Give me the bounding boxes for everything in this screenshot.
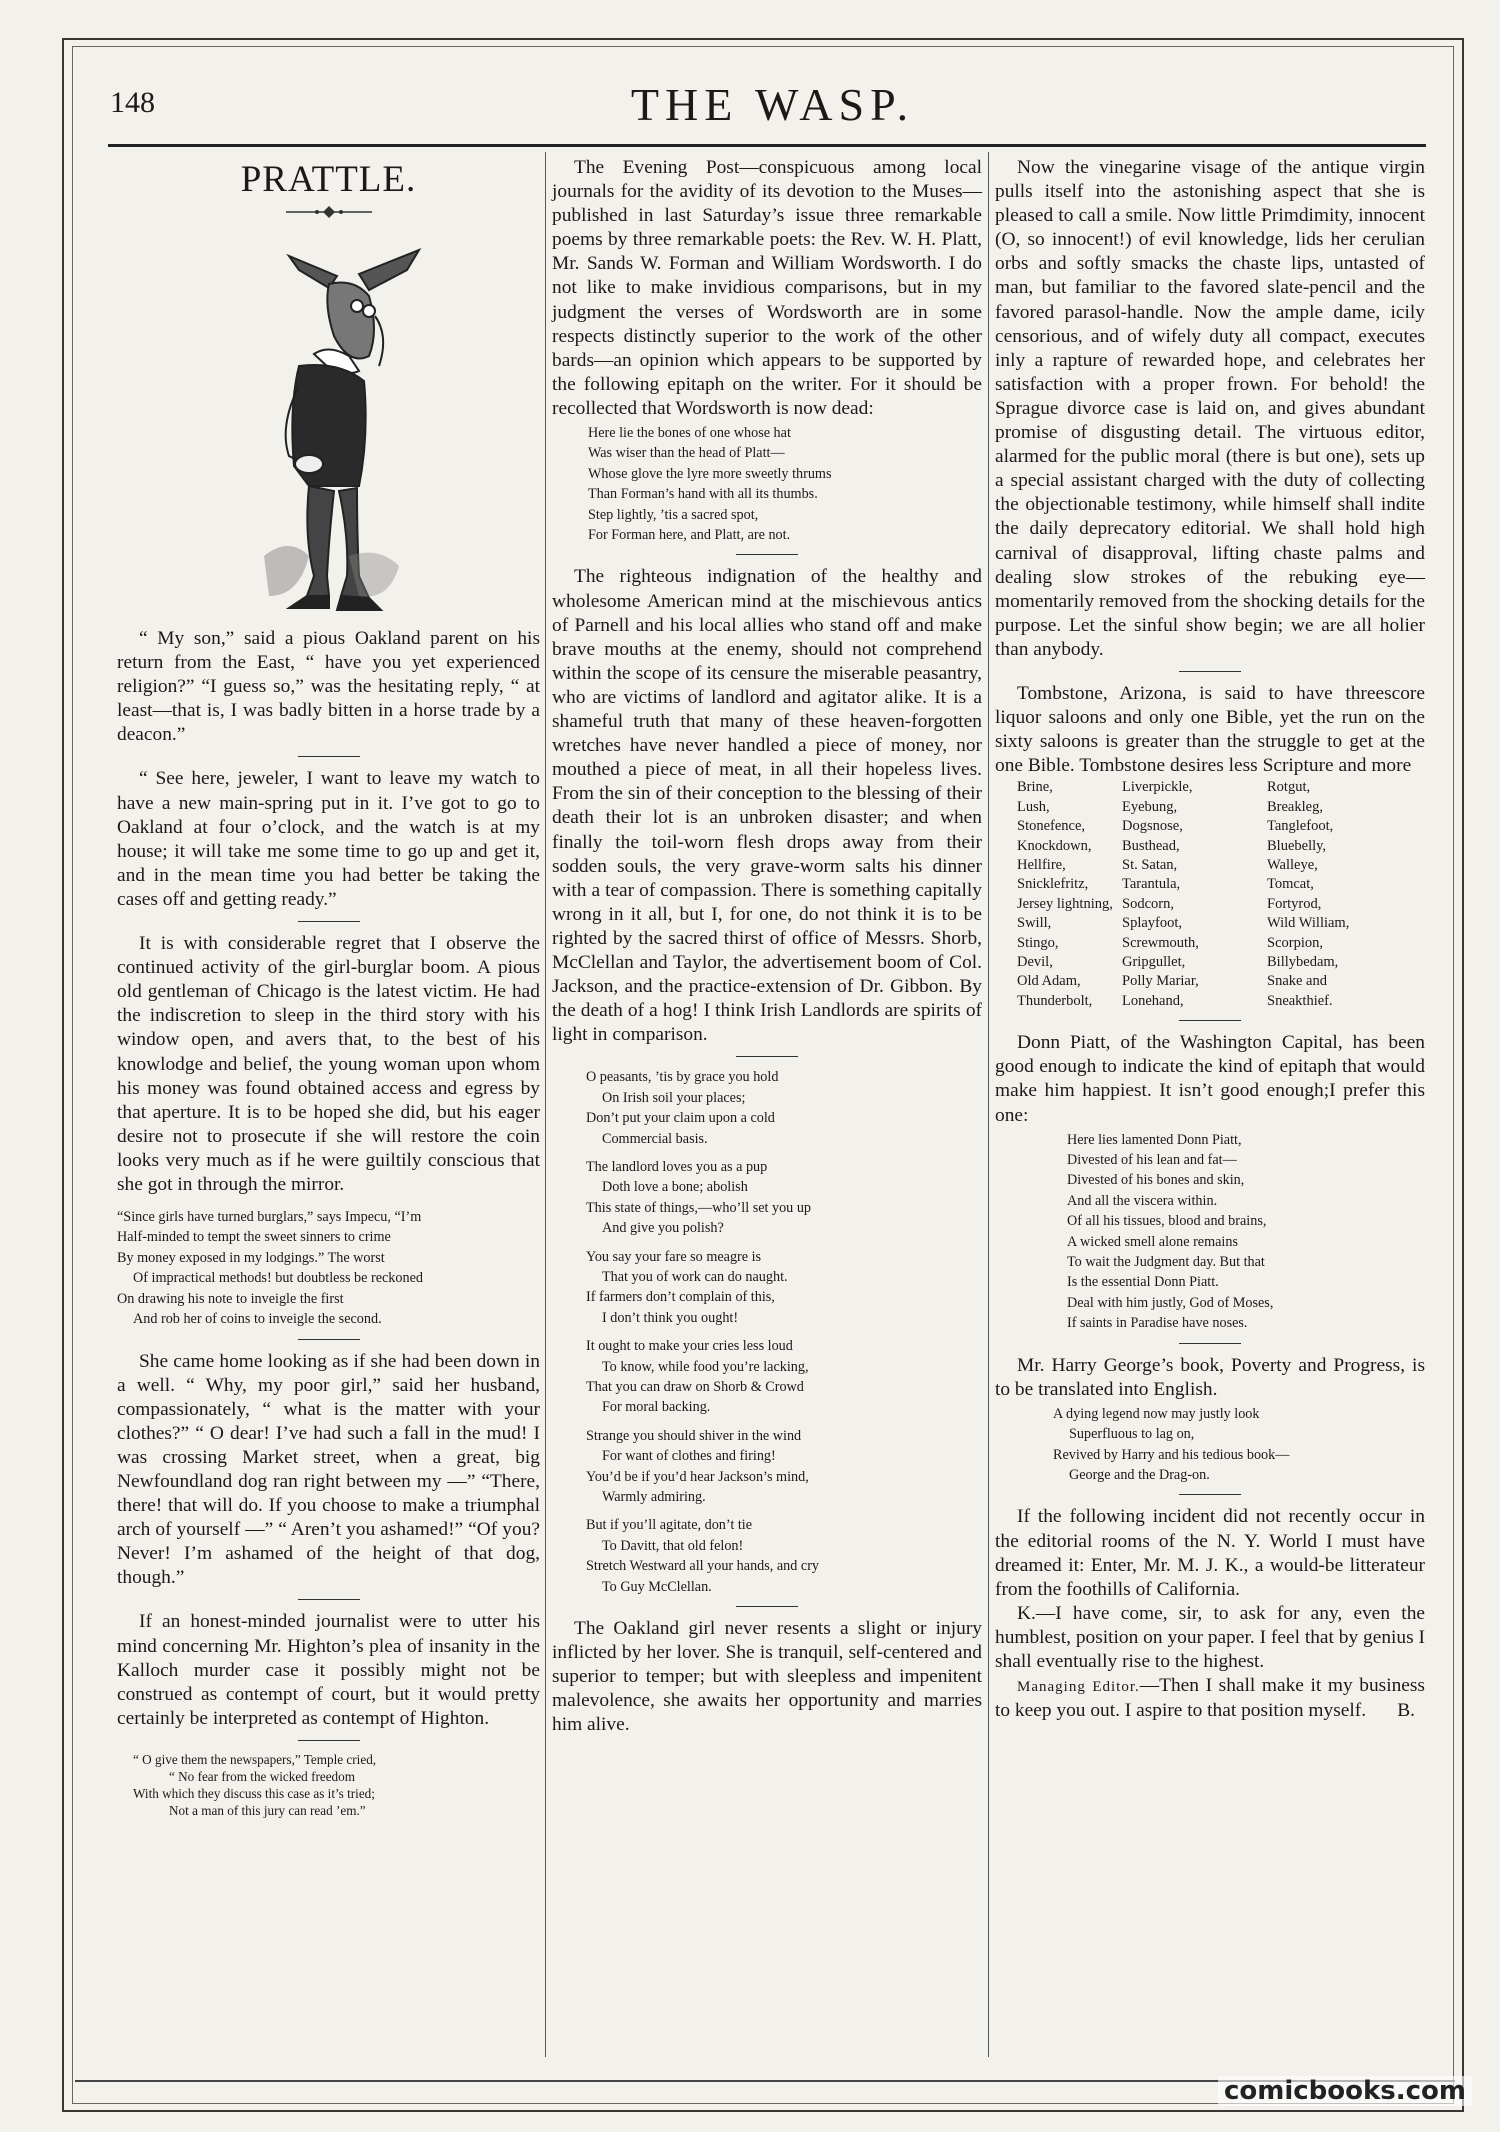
separator-rule: [298, 1339, 360, 1340]
column-1: [117, 156, 540, 1823]
verse-line: The landlord loves you as a pup: [586, 1158, 768, 1175]
paragraph: If the following incident did not recently occur in the editorial rooms of the N. Y. World I must have dreamed it: Enter, Mr. M. J. K., a would-be litterateur from the foothills of California.: [995, 1506, 1425, 1600]
stanza: [586, 1247, 982, 1329]
separator-rule: [1179, 1020, 1241, 1021]
separator-rule: [298, 921, 360, 922]
liquor-name: Old Adam,: [1017, 973, 1081, 990]
liquor-name: Devil,: [1017, 954, 1053, 970]
stanza: [586, 1067, 982, 1149]
masthead: [110, 78, 1435, 134]
verse: [586, 1067, 982, 1597]
paragraph: The Oakland girl never resents a slight or injury inflicted by her lover. She is tranquil, self-centered and superior to temper; but with sleepless and impenitent malevolence, she awaits her opportunity and marries him alive.: [552, 1618, 982, 1736]
verse-line: For moral backing.: [602, 1399, 711, 1416]
verse-line: Superfluous to lag on,: [1069, 1426, 1195, 1443]
verse-line: Doth love a bone; abolish: [602, 1179, 748, 1196]
liquor-name: Thunderbolt,: [1017, 992, 1093, 1009]
watermark: comicbooks.com: [1218, 2076, 1472, 2106]
paragraph: The Evening Post—conspicuous among local journals for the avidity of its devotion to the Muses—published in last Saturday’s issue three remarkable poems by three remarkable poets: the Rev. W. H. Platt, Mr. Sands W. Forman and William Wordsworth. I do not like to make invidious comparisons, but in my judgment the verses of Wordsworth are in some respects distinctly superior to the work of the other bards—an opinion which appears to be supported by the following epitaph on the writer. For it should be recollected that Wordsworth is now dead:: [552, 157, 982, 419]
liquor-name: Sneakthief.: [1267, 992, 1333, 1009]
paragraph: Now the vinegarine visage of the antique virgin pulls itself into the astonishing aspect that she is pleased to call a smile. Now little Primdimity, innocent (O, so innocent!) of evil knowledge, lids her cerulian orbs and softly smacks the chaste lips, untasted of man, but familiar to the favored slate-pencil and the favored parasol-handle. Now the ample dame, icily censorious, and of wifely duty all compact, executes inly a rapture of rewarded hope, and celebrates her satisfaction with a proper frown. For behold! the Sprague divorce case is laid on, and gives abundant promise of disgusting detail. The virtuous editor, alarmed for the public moral (there is but one), sets up a special assistant charged with the duty of collecting the objectionable testimony, while himself shall indite the daily deprecatory editorial. We shall hold high carnival of disapproval, lifting chaste palms and dealing slow strokes of the rebuking eye—momentarily removed from the shocking details for the purpose. Let the sinful show begin; we are all holier than anybody.: [995, 157, 1425, 660]
verse-line: And give you polish?: [602, 1220, 724, 1237]
column-3: [995, 156, 1425, 1723]
verse-line: Whose glove the lyre more sweetly thrums: [588, 465, 832, 482]
speaker-label: Managing Editor.: [1017, 1679, 1140, 1696]
separator-rule: [298, 756, 360, 757]
verse-line: On Irish soil your places;: [602, 1089, 746, 1106]
liquor-names-list: [1017, 778, 1425, 1011]
paragraph: She came home looking as if she had been down in a well. “ Why, my poor girl,” said her husband, compassionately, “ what is the matter with your clothes?” “ O dear! I’ve had such a fall in the mud! I was crossing Market street, when a great, big Newfoundland dog ran right between my —” “There, there! that will do. If you choose to make a triumphal arch of yourself —” “ Aren’t you ashamed!” “Of you? Never! I’m ashamed of the height of that dog, though.”: [117, 1350, 540, 1589]
liquor-name: Hellfire,: [1017, 856, 1066, 873]
verse: [1053, 1404, 1425, 1486]
verse: [117, 1207, 540, 1329]
verse-line: Divested of his lean and fat—: [1067, 1152, 1237, 1168]
verse-line: To Guy McClellan.: [602, 1578, 712, 1595]
liquor-name: Rotgut,: [1267, 779, 1311, 796]
verse-line: But if you’ll agitate, don’t tie: [586, 1517, 753, 1534]
stanza: [586, 1157, 982, 1239]
paragraph-text: —Then I shall make it my business to keep you out. I aspire to that position myself.: [995, 1675, 1425, 1722]
liquor-name: Snake and: [1267, 973, 1327, 990]
column-rule-right: [988, 152, 989, 2057]
header-rule: [108, 144, 1426, 147]
stanza: [586, 1515, 982, 1597]
verse-line: You say your fare so meagre is: [586, 1248, 762, 1265]
verse-line: By money exposed in my lodgings.” The worst: [117, 1249, 385, 1266]
verse-line: Of all his tissues, blood and brains,: [1067, 1213, 1267, 1230]
verse-line: Deal with him justly, God of Moses,: [1067, 1294, 1274, 1311]
verse-line: And all the viscera within.: [1067, 1192, 1218, 1209]
paragraph: K.—I have come, sir, to ask for any, even the humblest, position on your paper. I feel that by genius I shall eventually rise to the highest.: [995, 1602, 1425, 1673]
verse-line: Was wiser than the head of Platt—: [588, 445, 785, 462]
verse-line: “Since girls have turned burglars,” says Impecu, “I’m: [117, 1209, 422, 1226]
separator-rule: [736, 1056, 798, 1057]
column-2: [552, 156, 982, 1738]
verse-line: I don’t think you ought!: [602, 1309, 739, 1326]
liquor-name: Bluebelly,: [1267, 837, 1327, 854]
verse-line: Here lies lamented Donn Piatt,: [1067, 1131, 1242, 1148]
verse-line: You’d be if you’d hear Jackson’s mind,: [586, 1468, 809, 1485]
liquor-name: Lonehand,: [1122, 992, 1184, 1009]
liquor-name: Sodcorn,: [1122, 895, 1174, 912]
column-rule-left: [545, 152, 546, 2057]
verse-line: Half-minded to tempt the sweet sinners to crime: [117, 1229, 391, 1246]
liquor-name: Swill,: [1017, 915, 1052, 932]
liquor-name: Knockdown,: [1017, 837, 1092, 854]
liquor-name: Walleye,: [1267, 856, 1318, 873]
verse: [117, 1751, 540, 1819]
verse-line: O peasants, ’tis by grace you hold: [586, 1069, 779, 1086]
verse-line: For Forman here, and Platt, are not.: [588, 527, 791, 544]
liquor-name: Splayfoot,: [1122, 915, 1183, 932]
verse-line: Is the essential Donn Piatt.: [1067, 1274, 1219, 1291]
liquor-name: Billybedam,: [1267, 954, 1339, 970]
liquor-name: Stonefence,: [1017, 818, 1086, 835]
paragraph: It is with considerable regret that I observe the continued activity of the girl-burglar boom. A pious old gentleman of Chicago is the latest victim. He had the indiscretion to sleep in the third story with his window open, and avers that, to the best of his knowlodge and belief, the young woman upon whom his money was found obtained access and egress by that aperture. It is to be hoped she did, but his eager desire not to prosecute if she will restore the coin looks very much as if he were guiltily conscious that she got in through the mirror.: [117, 933, 540, 1195]
paragraph: “ My son,” said a pious Oakland parent on his return from the East, “ have you yet experienced religion?” “I guess so,” was the hesitating reply, “ at least—that is, I was badly bitten in a horse trade by a deacon.”: [117, 628, 540, 746]
liquor-name: Brine,: [1017, 779, 1053, 796]
liquor-name: Gripgullet,: [1122, 954, 1186, 970]
liquor-name: Snicklefritz,: [1017, 876, 1089, 893]
verse-line: That you of work can do naught.: [602, 1269, 788, 1285]
paragraph: [995, 1674, 1425, 1723]
separator-rule: [736, 554, 798, 555]
liquor-name: Fortyrod,: [1267, 895, 1322, 912]
verse: [1067, 1130, 1425, 1334]
separator-rule: [1179, 1494, 1241, 1495]
verse-line: Commercial basis.: [602, 1130, 708, 1147]
verse-line: To Davitt, that old felon!: [602, 1537, 744, 1554]
liquor-name: Liverpickle,: [1122, 779, 1193, 796]
verse-line: To wait the Judgment day. But that: [1067, 1254, 1265, 1271]
liquor-name: Breakleg,: [1267, 798, 1323, 815]
verse-line: Divested of his bones and skin,: [1067, 1172, 1245, 1189]
verse-line: Don’t put your claim upon a cold: [586, 1110, 775, 1127]
separator-rule: [298, 1740, 360, 1741]
verse-line: With which they discuss this case as it’s tried;: [133, 1785, 375, 1801]
liquor-name: Jersey lightning,: [1017, 895, 1113, 912]
paragraph: “ See here, jeweler, I want to leave my watch to have a new main-spring put in it. I’ve got to go to Oakland at four o’clock, and the watch is at my house; it will take me some time to go up and get it, and in the mean time you had better be taking the cases off and getting ready.”: [117, 768, 540, 910]
verse-line: For want of clothes and firing!: [602, 1448, 776, 1465]
liquor-name: Dogsnose,: [1122, 818, 1183, 835]
section-heading: PRATTLE.: [240, 159, 417, 200]
verse-line: Strange you should shiver in the wind: [586, 1427, 802, 1444]
liquor-name: Screwmouth,: [1122, 934, 1199, 951]
paragraph: Tombstone, Arizona, is said to have threescore liquor saloons and only one Bible, yet the run on the sixty saloons is greater than the struggle to get at the one Bible. Tombstone desires less Scripture and more: [995, 682, 1425, 777]
verse-line: Not a man of this jury can read ’em.”: [169, 1802, 366, 1818]
liquor-name: Eyebung,: [1122, 798, 1178, 815]
paragraph: The righteous indignation of the healthy and wholesome American mind at the mischievous antics of Parnell and his local allies who stand off and make brave mouths at the enemy, should not comprehend within the scope of its censure the miserable peasantry, who are victims of landlord and agitator alike. It is a shameful truth that many of these heaven-forgotten wretches have never handled a piece of money, nor mouthed a piece of meat, in all their hopeless lives. From the sin of their conception to the blessing of their death their lot is an unbroken disaster; and when finally the toil-worn flesh drops away from their sodden souls, the very grave-worm salts his dinner with a tear of compassion. There is something capitally wrong in it all, but I, for one, do not think it is to be righted by the sacred thirst of office of Messrs. Shorb, McClellan and Taylor, the advertisement boom of Col. Jackson, and the practice-extension of Dr. Gibbon. By the death of a hog! I think Irish Landlords are spirits of light in comparison.: [552, 566, 982, 1046]
verse: [588, 423, 982, 545]
signature: B.: [1397, 1700, 1415, 1722]
liquor-name: Polly Mariar,: [1122, 973, 1199, 990]
verse-line: A dying legend now may justly look: [1053, 1405, 1260, 1422]
verse-line: Of impractical methods! but doubtless be reckoned: [133, 1270, 423, 1287]
verse-line: Stretch Westward all your hands, and cry: [586, 1558, 820, 1575]
verse-line: It ought to make your cries less loud: [586, 1338, 793, 1355]
verse-line: Step lightly, ’tis a sacred spot,: [588, 506, 759, 523]
verse-line: That you can draw on Shorb & Crowd: [586, 1379, 804, 1396]
liquor-name: Tomcat,: [1267, 876, 1314, 893]
verse-line: A wicked smell alone remains: [1067, 1233, 1238, 1250]
verse-line: Than Forman’s hand with all its thumbs.: [588, 486, 818, 503]
separator-rule: [736, 1606, 798, 1607]
verse-line: If farmers don’t complain of this,: [586, 1289, 775, 1306]
verse-line: If saints in Paradise have noses.: [1067, 1315, 1248, 1332]
paragraph: Donn Piatt, of the Washington Capital, has been good enough to indicate the kind of epitaph that would make him happiest. It isn’t good enough;I prefer this one:: [995, 1032, 1425, 1126]
liquor-name: Tanglefoot,: [1267, 818, 1334, 835]
verse-line: This state of things,—who’ll set you up: [586, 1199, 812, 1216]
paragraph: Mr. Harry George’s book, Poverty and Progress, is to be translated into English.: [995, 1354, 1425, 1400]
page-number: 148: [110, 86, 155, 119]
ornament-divider: [117, 202, 540, 228]
stanza: [586, 1426, 982, 1508]
paper-title: THE WASP.: [630, 79, 915, 130]
donkey-gentleman-illustration: [229, 236, 429, 621]
liquor-name: Tarantula,: [1122, 876, 1181, 893]
liquor-name: Lush,: [1017, 798, 1050, 815]
verse-line: On drawing his note to inveigle the first: [117, 1290, 344, 1307]
liquor-name: Busthead,: [1122, 837, 1180, 854]
verse-line: George and the Drag-on.: [1069, 1467, 1210, 1484]
verse-line: “ No fear from the wicked freedom: [169, 1768, 356, 1784]
verse-line: To know, while food you’re lacking,: [602, 1358, 809, 1375]
liquor-name: Stingo,: [1017, 934, 1059, 951]
verse-line: Revived by Harry and his tedious book—: [1053, 1446, 1290, 1463]
liquor-name: Scorpion,: [1267, 934, 1323, 951]
verse-line: Warmly admiring.: [602, 1489, 706, 1506]
separator-rule: [1179, 1343, 1241, 1344]
verse-line: And rob her of coins to inveigle the second.: [133, 1311, 382, 1328]
liquor-name: St. Satan,: [1122, 856, 1178, 873]
separator-rule: [298, 1599, 360, 1600]
verse-line: Here lie the bones of one whose hat: [588, 425, 791, 442]
verse-line: “ O give them the newspapers,” Temple cried,: [133, 1751, 377, 1767]
separator-rule: [1179, 671, 1241, 672]
stanza: [586, 1336, 982, 1418]
paragraph: If an honest-minded journalist were to utter his mind concerning Mr. Highton’s plea of insanity in the Kalloch murder case it possibly might not be construed as contempt of court, but it would pretty certainly be interpreted as contempt of Highton.: [117, 1611, 540, 1729]
liquor-name: Wild William,: [1267, 915, 1350, 932]
